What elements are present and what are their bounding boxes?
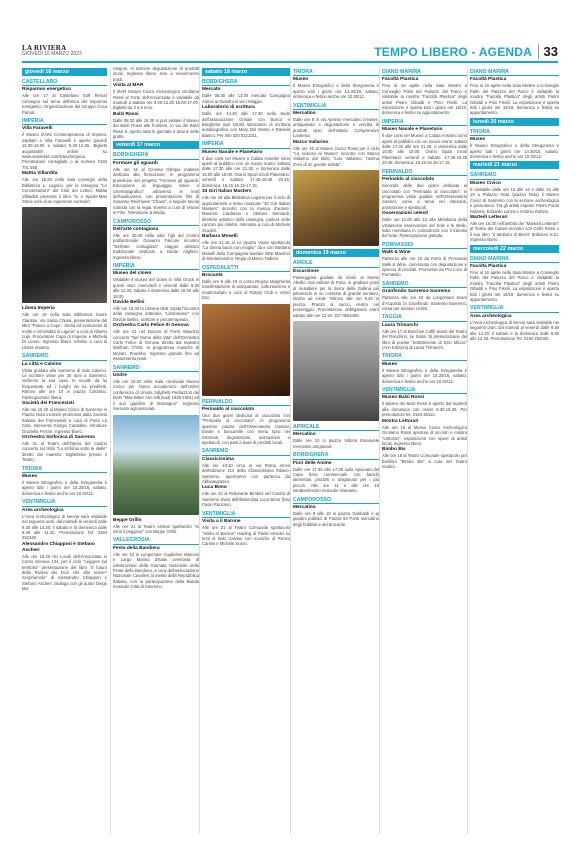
town-heading: BORDIGHERA bbox=[293, 452, 379, 459]
town-heading: SANREMO bbox=[470, 172, 559, 179]
event-title: Martedì Letterari bbox=[470, 214, 508, 220]
event-text: Dalle ore 11.00 alle 13 alla Meridiana della Visitazione osservazioni del Sole e le stelle, sulla meridiana in coincidenza con il transito del Sole. Partecipazione gratuita. bbox=[382, 217, 467, 239]
event-photo bbox=[293, 170, 379, 246]
town-heading: CASTELLARO bbox=[22, 79, 107, 86]
event-title: Facoltà Plastica bbox=[470, 77, 507, 83]
event-photo bbox=[113, 415, 199, 515]
event-title: Alessandro Chiappori e Stefano Ascheri bbox=[22, 541, 95, 553]
event-title: Area archeologica bbox=[22, 507, 64, 513]
event-title: Museo bbox=[470, 137, 486, 143]
masthead bbox=[22, 44, 558, 63]
event-text: Alle ore 17 al Bancheri Caffè teatro del Teatro del Ranchino, se Salon 'di presentazione del libro di poesie "Sottotenente di Ezio Miccio" (Ann Edizioni) di Laura Trimarchi. bbox=[382, 328, 467, 351]
event-title: Museo bbox=[22, 474, 38, 480]
event-title: Barbara Moselli bbox=[202, 233, 238, 239]
event-text: Alle ore 17 al Castellaro Golf Resort convegno sul tema dell'etica del risparmio energetico. Organizzazione del Gruppo Coca Panati. bbox=[22, 93, 107, 115]
town-heading: DIANO MARINA bbox=[470, 256, 559, 263]
event-title: Facoltà Plastica bbox=[382, 77, 419, 83]
event-title: Società dei Francesisti bbox=[22, 401, 74, 406]
event-title: Orchestra Sinfonica di Sanremo bbox=[22, 435, 96, 441]
event-text: Dalle ore 10 in piazza Vittorio Emanuele mercatino artigianale. bbox=[293, 438, 379, 449]
town-heading: PERINALDO bbox=[382, 169, 467, 176]
town-heading: VENTIMIGLIA bbox=[470, 305, 559, 312]
town-heading: TRIORA bbox=[382, 353, 467, 360]
event-title: Museo bbox=[293, 77, 309, 83]
event-title: Mercatino bbox=[293, 111, 316, 117]
event-text: Alle ore 10:10 circa in via Roma arrivo dell'edizione 114 della Classicissima Milano-Sanremo, quest'anno con partenza da Abbiategrasso. bbox=[202, 462, 290, 485]
event-title: Bimbo Bis bbox=[382, 447, 406, 453]
day-heading: sabato 18 marzo bbox=[202, 68, 290, 76]
event-title: La città e Calvino bbox=[22, 361, 62, 367]
town-heading: TRIORA bbox=[22, 466, 107, 473]
event-text: Il MAR Museo Civico Archeologico Girolamo Rossi al Forte dell'Annunziata è visitabile da martedì a sabato ore 9.00-12.30 15.00-17.00. Biglietti da 3 a 6 euro. bbox=[113, 89, 199, 111]
town-heading: TRIORA bbox=[293, 69, 379, 76]
town-heading: CAMPOROSSO bbox=[113, 219, 199, 226]
event-text: Alle ore 16.30 nell'ambito dei "Martedì Letterari" al Teatro del Casinò incontro con Carlo Rossi e il suo libro "Il tamburo di Berra" (Edizioni ICS). Ingresso libero. bbox=[470, 220, 559, 243]
event-text: Alle ore 16.30 al Museo Civico di Sanremo in Piazza Nota incontro promosso dalla Società Italiana dei Francesisti a cura di Piera La Cola. Interverrà Giorgio Cataldino. Introduce Graziella Ferrari. Ingresso libero. bbox=[22, 407, 107, 434]
event-text: Dalle 08.30 alle 19.30 si può visitare il Museo dei Balzi Rossi alle frontiere, in via dei Balzi Rossi 9. Aperto tutte le giornate e alcune delle grotte. bbox=[113, 117, 199, 140]
day-heading: martedì 21 marzo bbox=[470, 161, 559, 169]
town-heading: OSPEDALETTI bbox=[202, 265, 290, 272]
event-text: Fino al 16 aprile nella Sala Mostre a Conveglio Palm del Palazzo del Parco è visitabile la mostra "Facoltà Plastica" degli artisti Pietro Gibaldi e Pino Fissili. La esposizione è aperta tutti i giorni ore 16/19, domenica e festivi su appuntamento. bbox=[470, 269, 559, 302]
event-text: Alle ore 21.15 al Lo Spazio Vuoto spettacolo "La donna bacia con mogliu" da e con Barbara Moselli della Compagnia teatrale NINI Maurino di Montemorsino. Regia di Marco Tadiero. bbox=[202, 239, 290, 262]
event-title: Villa Faravelli bbox=[22, 126, 53, 132]
event-photo bbox=[22, 207, 107, 303]
town-heading: DIANO MARINA bbox=[382, 69, 467, 76]
event-title: Libera Imperia bbox=[22, 306, 55, 312]
event-title: Mattia Villardita bbox=[22, 171, 58, 177]
event-text: Alle 21 al Teatro dell'Opera del Casinò concerto sul titolo "La sinfonia sotto le stelle" diretto dal maestro. Biglietteria presso il Teatro. bbox=[22, 441, 107, 463]
event-text: Passeggiata guidata da Airole al Monte Abellio. Dal valfone di Paria, si gradisce posti di mulattiere per la Serra della Gallina più pittoreschi in un contesto di grande sentiero, ritorno ad Airole. Ritrovo alle ore 8.30 in piazza. Pranzo al sacco, rientro nel pomeriggio. Prenotazione obbligatoria entro sabato alle ore 12 tel. 327 0824466. bbox=[293, 274, 379, 318]
event-title: Museo Balzi Rossi bbox=[382, 395, 425, 401]
event-title: Museo bbox=[382, 361, 398, 367]
town-heading: SANREMO bbox=[382, 281, 467, 288]
event-title: Davide Bellini bbox=[113, 300, 145, 305]
column-5 bbox=[379, 66, 467, 834]
event-text: Alle ore 21 nel Duomo di Porto Maurizio concerto "Nel Nome della Vita" dell'Orchestra Carlo Felice di Genova diretta dal maestro Wolfram Christ. In programma musiche di Mozart, Pouckhe. Ingresso gratuito fino ad esaurimento posti. bbox=[113, 329, 199, 362]
day-heading: giovedì 16 marzo bbox=[22, 68, 107, 76]
event-text: Alle ore 20.30 nella sala Tigli del Centro polifunzionale Giovanni Falcone incontro "Dell'arte contagiosa" viaggio artistico tradizionale dedicato a Dante Alighieri. Ingresso libero. bbox=[113, 232, 199, 260]
event-title: Museo del clown bbox=[113, 271, 152, 277]
event-title: Risparmio energetico bbox=[22, 87, 72, 93]
town-heading: DIANO MARINA bbox=[470, 69, 559, 76]
event-title: Brocante bbox=[202, 272, 223, 278]
event-text: Partenza alle ore 10 da Lungomare Salvo d'Acquisto la Granfondo Sanremo-Sanremo, corsa per amatori ciclisti. bbox=[382, 295, 467, 311]
day-heading: venerdì 17 marzo bbox=[113, 141, 199, 149]
event-text: Il Museo d'Arte Contemporanea di Imperia, ospitato a Villa Faravelli è aperto giovedì 15.00-18.00 e sabato 9.30-12.30. Biglietti acquistabili online su www.vivaticket.com/it/tour/imperia. Prenotazioni consigliate o al numero 0183 701 555. bbox=[22, 132, 107, 170]
town-heading: BORDIGHERA bbox=[113, 152, 199, 159]
event-text: Il Museo Etnografico e della Stregoneria è aperto tutti i giorni ore 14.30/18, sabato, domenica e festivi anche ore 10.30/12. bbox=[22, 480, 107, 496]
town-heading: SANREMO bbox=[22, 353, 107, 360]
event-text: Alle ore 16 al Museo Civico Rossi per il ciclo "La scienza al Museo" incontro con Marco Vallarino dal titolo "Lino Vallarino, l'anima d'oro di un grande artista". bbox=[293, 145, 379, 167]
event-text: Dalle ore 8 in via Aprosio mercatino creative, antiquariato e degustazione e vendita di prodotti tipici dell'Istituto Comprensivo Lanterna. bbox=[293, 117, 379, 139]
event-title: Mercato bbox=[202, 87, 221, 93]
event-text: rangoni. Al termine degustazione di prodotti locali. Ingresso libero sino a esaurimento posti. bbox=[113, 66, 199, 82]
event-title: Luca Bono bbox=[202, 485, 227, 491]
event-title: Marco Vallarino bbox=[293, 139, 329, 145]
event-text: Alle ore 22 al Ristorante Bimbaz del Casinò di Sanremo show dell'illusionista Luca Bono (foto Paolo Ranzani). bbox=[202, 491, 290, 508]
event-title: Museo Civico bbox=[470, 180, 501, 186]
event-text: Alle ore 21 al Teatro Ariston spettacolo "Io sono il peggiore" con Beppe Grillo. bbox=[113, 523, 199, 534]
column-2 bbox=[110, 66, 199, 834]
event-title: Mercatino bbox=[293, 432, 316, 438]
paper-name: LA RIVIERA bbox=[22, 44, 67, 52]
town-heading: APRICALE bbox=[293, 424, 379, 431]
event-text: L'Area Archeologica di Nervia sarà visitabile nei seguenti orari: dal martedì al venerdì dalle 9.30 alle 14.30; il sabato e la domenica dalle 9.30 alle 14.30. Prenotazione Tel. 0184 252320. bbox=[22, 513, 107, 541]
town-heading: TRIORA bbox=[470, 129, 559, 136]
event-title: Classicissima bbox=[202, 456, 234, 462]
event-text: Alle ore 10 in Lungomare Guglielmo Marconi e Largo Marina d'Italia cerimonia di celebrazione della Giornata Nazionale della Festa della Bandiera, a cura dell'associazione Nazionale Cavalieri al merito della Repubblica Italiana, con la partecipazione della Banda musicale Città di Sanremo. bbox=[113, 551, 199, 590]
event-text: Alle ore 18.30 la Libreria Ubik ospita l'incontro della rassegna letteraria "Librinsieme" con Davide Bellini, scrittore e psicoterapeuta. bbox=[113, 306, 199, 322]
page-number: 33 bbox=[538, 44, 558, 59]
event-title: 33 Giri Italian Masters bbox=[202, 189, 252, 195]
event-text: Fino al 16 aprile nella Sala Mostre a Conveglio Palm del Palazzo del Parco è visitabile la mostra "Facoltà Plastica" degli artisti Pietro Gibaldi e Pino Fissili. La esposizione è aperta tutti i giorni ore 16/19, domenica e festivi su appuntamento. bbox=[470, 83, 559, 116]
event-text: Dalle 08.30 alle 13.00 mercato Campagna Amica ai Giardini in via I Maggio. bbox=[202, 93, 290, 104]
event-title: Perinaldo al cioccolato bbox=[382, 177, 435, 183]
town-heading: VENTIMIGLIA bbox=[293, 103, 379, 110]
event-title: Facoltà Plastica bbox=[470, 263, 507, 269]
event-text: Alle ore 18 alla Biblioteca Lagorio per il ciclo di appuntamenti a tema musicale "33 Giri Italian Masters" incontro con la musica d'autore: Maurizio Cardaresi e Stefano Siemardi, direttore artistico della rassegna, parlerà delle canzoni più celebri. Intervista a cura di Michele Scuderi. bbox=[202, 195, 290, 233]
town-heading: IMPERIA bbox=[202, 141, 290, 148]
event-text: Dalle ore 17.30 alle 17.00 sulla Spianata del Capo fiera commerciale con banchi alimentari, prodotti e artigianato per i più piccoli. Alle ore 11 e alle ore 15 intrattenimento musicale itinerante. bbox=[293, 466, 379, 494]
town-heading: IMPERIA bbox=[382, 119, 467, 126]
event-title: Walk & Wine bbox=[382, 250, 411, 256]
event-title: Mostra Lettorari bbox=[382, 418, 419, 424]
event-title: Laura Trimarchi bbox=[382, 322, 418, 328]
event-text: Visitabile il museo del clown in Villa Grock in questi orari: mercoledì e venerdì dalle 9.30 alle 12.30, sabato e domenica dalle 15.00 alle 18.00. bbox=[113, 277, 199, 299]
event-text: Alle ore 21 al Teatro Comunale spettacolo "Visita al Barone" reading di Paolo Hendel su testi di Italo Calvino con musiche di Renzo Cantini e Michele Scarci. bbox=[202, 525, 290, 547]
town-heading: AIROLE bbox=[293, 260, 379, 267]
event-title: Festa della Bandiera bbox=[113, 545, 160, 551]
event-title: Beppe Grillo bbox=[113, 517, 142, 523]
event-text: Alle ore 16.00 nella Sala conviviale Museo Civico per l'anno accademico dell'Unitre conferenza di Ursula Salghetti Pedrazzoli dal titolo "Mae Bitter Ann Vill(mod) 1936-1904) ed il suo giardino di Bussagno". Ingresso riservato agli associati. bbox=[113, 379, 199, 412]
day-heading: domenica 19 marzo bbox=[293, 249, 379, 257]
event-title: Fiori delle Anime bbox=[293, 460, 332, 466]
event-title: Orchestra Carlo Felice di Genova bbox=[113, 323, 189, 329]
event-text: Il Museo Etnografico e della Stregoneria è aperto tutti i giorni ore 14.30/18, sabato, domenica e festivi anche ore 10.30/12. bbox=[293, 83, 379, 100]
event-text: Fino al 16 aprile nella Sala Mostre a Conveglio Palm del Palazzo del Parco è visitabile la mostra "Facoltà Plastica" degli artisti Pietro Gibaldi e Pino Fissili. La esposizione è aperta tutti i giorni ore 16/19, domenica e festivi su appuntamento. bbox=[382, 83, 467, 116]
event-title: Granfondo Sanremo-Sanremo bbox=[382, 289, 451, 295]
event-text: Alle ore 18.30 nella sala convegni della Biblioteca L. Lagorio, per la rassegna "Le Conversazioni" del Club dei Lettori, Mattia Villardita presenta il libro "Io e Spider-Man Storie vere di un supereroe normale". bbox=[22, 177, 107, 204]
event-text: Il Museo Etnografico e della Stregoneria è aperto tutti i giorni ore 14.30/18, sabato, domenica e festivi anche ore 10.30/12. bbox=[470, 143, 559, 160]
event-text: Alle ore 16 al Museo Civico Archeologico Girolamo Rossi apertura di incontri e mostra "Lettorari", esposizione con opere di artisti locali. Ingresso libero. bbox=[382, 424, 467, 446]
column-3 bbox=[199, 66, 290, 834]
town-heading: TAGGIA bbox=[382, 314, 467, 321]
event-title: Mercatino bbox=[293, 505, 316, 510]
town-heading: VALLECROSIA bbox=[113, 537, 199, 544]
event-title: Formare gli sguardi bbox=[113, 160, 158, 166]
event-text: Il due corsi nel Museo a Calata Anselmi sono aperti al pubblico con un nuovo orario: sabato dalle 17.30 alle ore 21.30, e domenica dalle 15.00 alle 18.00. Orario Spazi Incoli Planetario: venerdì e sabato: 17.45-18.45 20.45; domenica: 15.15-16.15-17.15. bbox=[382, 133, 467, 166]
event-text: L'Area Archeologica di Nervia sarà visitabile nei seguenti orari: dal martedì al venerdì dalle 9.30 alle 14.30; il sabato e la domenica dalle 9.30 alle 14.30. Prenotazione Tel. 0184 252320. bbox=[470, 319, 559, 341]
event-text: Alle ore 16.45 nei Locali dell'Annunziata in Corso Genova 134, per il ciclo "Leggere sul territorio" presentazione del libro "Il futuro della Riviera dei Fiori che dite scrive? Scopriamolo" di Alessandro Chiappori e Stefano Ascheri. Dialoga con gli autori Diego Ma- bbox=[22, 553, 107, 592]
town-heading: CAMPOROSSO bbox=[293, 497, 379, 504]
event-title: Unitre bbox=[113, 373, 127, 379]
event-title: Laboratorio di scrittura bbox=[202, 105, 255, 111]
town-heading: BORDIGHERA bbox=[202, 79, 290, 86]
event-photo bbox=[293, 321, 379, 421]
event-text: Alle ore 16 al Teatro Comunale spettacolo per bambini "Bimbo Bis" a cura del Teatro Scalen. bbox=[382, 453, 467, 470]
issue-date: GIOVEDÌ 16 MARZO 2023 bbox=[22, 51, 82, 57]
column-1 bbox=[22, 66, 107, 834]
event-text: Alle ore 16 al Cinema Olimpia matinée dedicata alla formazione, in programma proiezione del progetto "Formare gli sguardi. Educazione al linguaggio visivo e cinematografico" attraverso le lenti dell'audiovisivo, con presentazione film di Susanne Reichwein "Chaos", a seguire tavola rotonda con la regia. Evento a cura di Visioni in Film, Televisione & Media. bbox=[113, 166, 199, 216]
event-title: Museo Navale e Planetario bbox=[382, 127, 443, 133]
event-title: Escursione bbox=[293, 268, 319, 274]
event-photo bbox=[202, 304, 290, 396]
town-heading: PORNASSIO bbox=[382, 242, 467, 249]
event-text: Una due giorni dedicata al cioccolato con "Perinaldo al cioccolato", in programma aperture piazza dell'Osservatorio Cassini, bande e bancarelle con menù tipici nei ristoranti, degustazioni, animazione e spettacoli, con parti a base di prodotti locali. bbox=[202, 413, 290, 446]
town-heading: VENTIMIGLIA bbox=[382, 387, 467, 394]
event-title: Osservazioni celesti bbox=[382, 211, 429, 217]
event-title: Perinaldo al cioccolato bbox=[202, 407, 255, 412]
town-heading: VENTIMIGLIA bbox=[22, 499, 107, 506]
day-heading: mercoledì 22 marzo bbox=[470, 245, 559, 253]
event-text: È visitabile dalle ore 10 alle 12 e dalle 15 alle 19 a Palazzo Nota (piazza Nota) il Museo Civico di Sanremo con la sezione archeologica e pinacoteca. Tra gli artisti esposti: Pietro Paolo Rubens, Edoardo Lanza e Antonio Rubino. bbox=[470, 186, 559, 214]
town-heading: IMPERIA bbox=[113, 263, 199, 270]
event-text: Visita guidata alla Sanremo di Italo Calvino. Le scrittore visse per 20 anni a Sanremo, vedremo la sua casa, le scuole da lui frequentate ed i luoghi da lui prediletti. Ritrovo alle ore 10 in piazza Colombo. Partecipazione libera. bbox=[22, 367, 107, 400]
day-heading: lunedì 20 marzo bbox=[470, 118, 559, 126]
event-title: Visita a il Barone bbox=[202, 519, 241, 525]
town-heading: VENTIMIGLIA bbox=[202, 511, 290, 518]
column-4 bbox=[290, 66, 379, 834]
event-text: Il Museo Etnografico e della Stregoneria è aperto tutti i giorni ore 14.30/18, sabato, domenica e festivi anche ore 10.30/12. bbox=[382, 367, 467, 384]
column-6 bbox=[467, 66, 559, 834]
event-text: Dalle ore 8 alle 19 in corso Regina Margherita manifestazione di antiquariato, collezionismo e modernariato a cura di Rotary Club e Amici Doc. bbox=[202, 278, 290, 301]
town-heading: IMPERIA bbox=[22, 118, 107, 125]
town-heading: SANREMO bbox=[113, 365, 199, 372]
event-title: Visita al MAR bbox=[113, 83, 144, 89]
event-text: Dalle ore 14.30 alle 17.30 nella Sede dell'associazione Grisaie con Bosco e Borghetto San Nicolò laboratorio di scrittura autobiografica con Mary Del Monte e Daniela Bianco. Per info 320 0221011. bbox=[202, 111, 290, 138]
event-title: Dell'arte contagiosa bbox=[113, 226, 159, 232]
event-title: Area archeologica bbox=[470, 313, 512, 319]
event-title: Balzi Rossi bbox=[113, 111, 139, 117]
event-text: Seconda delle due giorni dedicata al cioccolato con "Perinaldo al cioccolato", in programma visite guidate nell'Osservatorio Cassini, come a tema nei ristoranti, animazione e spettacoli. bbox=[382, 183, 467, 210]
town-heading: PERINALDO bbox=[202, 399, 290, 406]
town-heading: SANREMO bbox=[202, 448, 290, 455]
section-title: TEMPO LIBERO - AGENDA bbox=[374, 45, 532, 59]
event-text: Il Museo dei Balzi Rossi è aperto dal martedì alla domenica con orario 8.30-19.30. Per prenotazioni tel. 0184 38113. bbox=[382, 401, 467, 418]
event-text: Alle ore 19 nella Sala Biblioteca Suore Clarisse, Via Santa Chiara, presentazione del libro "Panico a Capo - Storia ed evoluzione di molte e criminalità in Liguria" a cura di Alberto Lupi, Procuratore Capo di Imperia, e Michela Di Leone. Ingresso libero. Infoline a cura di Libera Imperia. bbox=[22, 312, 107, 350]
event-text: Partenza alle ore 10 da Porto di Pornassio Walk & Wine, camminata con degustazione e spaccio di prodotti. Promossa da Pro Loco di Pornassio. bbox=[382, 256, 467, 278]
event-title: Museo Navale e Planetario bbox=[202, 149, 263, 155]
event-text: Dalle ore 9 alle 19 in piazza Garibaldi e ai giardini pubblici di Piazza 50 Ponti mercatino degli hobbisti e del brocante. bbox=[293, 511, 379, 527]
event-text: Il due corsi nel Museo a Calata Anselmi sono aperti al pubblico con un nuovo orario: sabato dalle 17.30 alle ore 21.30, e domenica dalle 15.00 alle 18.00. Orario Spazi Incoli Planetario: venerdì e sabato: 17.45-18.45 20.45; domenica: 15.15-16.15-17.15. bbox=[202, 155, 290, 188]
